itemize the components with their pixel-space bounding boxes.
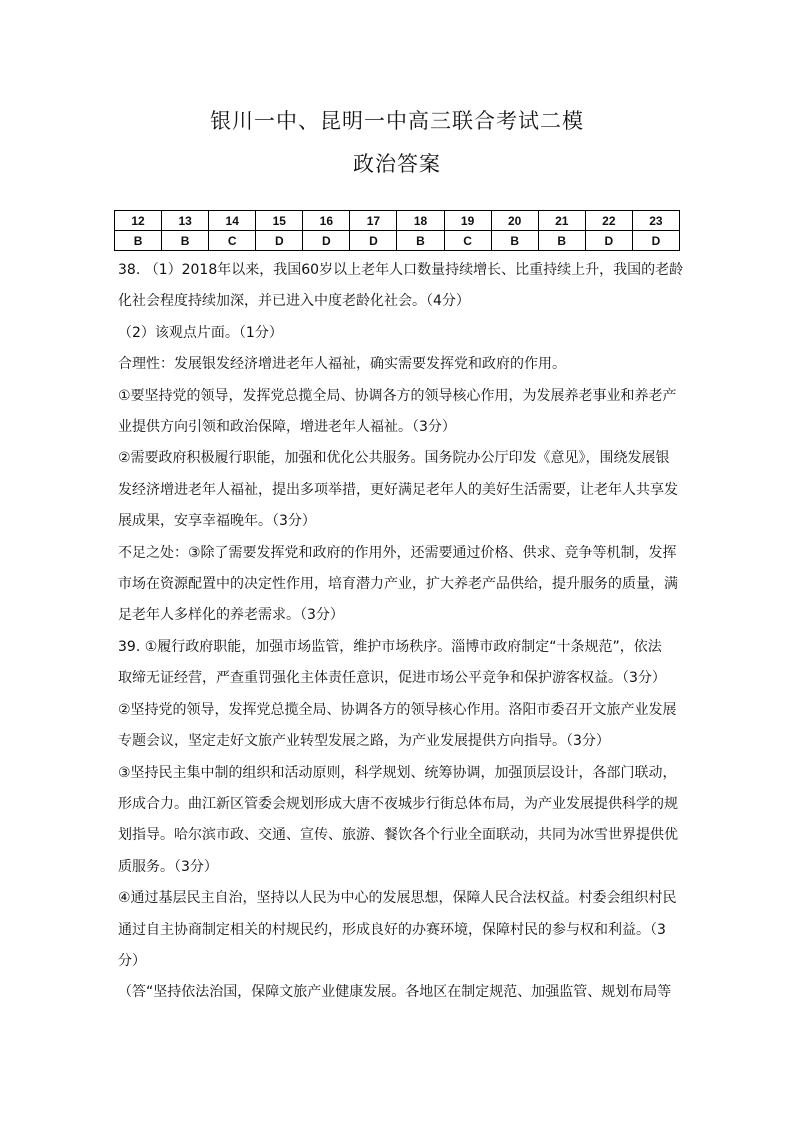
text-line: 质服务。（3分） [118, 858, 218, 875]
answer-table [114, 210, 680, 251]
text-line: （答“坚持依法治国，保障文旅产业健康发展。各地区在制定规范、加强监管、规划布局等 [118, 984, 672, 1001]
question-number-cell: 22 [585, 211, 632, 231]
text-line: 展成果，安享幸福晚年。（3分） [118, 513, 316, 530]
answer-letter-cell: C [444, 231, 491, 251]
text-line: 合理性：发展银发经济增进老年人福祉，确实需要发挥党和政府的作用。 [118, 356, 566, 373]
answer-letter-cell: D [350, 231, 397, 251]
question-number-cell: 19 [444, 211, 491, 231]
text-line: 化社会程度持续加深，并已进入中度老龄化社会。（4分） [118, 293, 470, 310]
question-number-cell: 12 [115, 211, 162, 231]
text-line: 形成合力。曲江新区管委会规划形成大唐不夜城步行街总体布局，为产业发展提供科学的规 [118, 795, 678, 812]
text-line: 不足之处：③除了需要发挥党和政府的作用外，还需要通过价格、供求、竞争等机制，发挥 [118, 544, 677, 561]
question-number-cell: 16 [303, 211, 350, 231]
text-line: 业提供方向引领和政治保障，增进老年人福祉。（3分） [118, 419, 456, 436]
text-line: 足老年人多样化的养老需求。（3分） [118, 607, 344, 624]
text-line: ④通过基层民主自治，坚持以人民为中心的发展思想，保障人民合法权益。村委会组织村民 [118, 890, 677, 907]
text-line: ③坚持民主集中制的组织和活动原则，科学规划、统筹协调，加强顶层设计，各部门联动， [118, 764, 677, 781]
question-number-cell: 23 [632, 211, 679, 231]
answer-letter-cell: B [397, 231, 444, 251]
question-number-cell: 14 [209, 211, 256, 231]
text-line: 分） [118, 952, 146, 969]
text-line: 取缔无证经营，严查重罚强化主体责任意识，促进市场公平竞争和保护游客权益。（3分） [118, 670, 666, 687]
question-number-cell: 20 [491, 211, 538, 231]
answer-letter-cell: D [303, 231, 350, 251]
text-line: （2）该观点片面。（1分） [118, 324, 283, 341]
text-line: ②需要政府积极履行职能，加强和优化公共服务。国务院办公厅印发《意见》，围绕发展银 [118, 450, 670, 467]
text-line: 通过自主协商制定相关的村规民约，形成良好的办赛环境，保障村民的参与权和利益。（3 [118, 921, 666, 938]
question-number-cell: 15 [256, 211, 303, 231]
document-title: 银川一中、昆明一中高三联合考试二模 [210, 109, 584, 133]
question-number-cell: 21 [538, 211, 585, 231]
question-number-cell: 17 [350, 211, 397, 231]
text-line: 38. （1）2018年以来，我国60岁以上老年人口数量持续增长、比重持续上升，我国的老龄 [118, 262, 684, 278]
text-line: 划指导。哈尔滨市政、交通、宣传、旅游、餐饮各个行业全面联动，共同为冰雪世界提供优 [118, 827, 678, 844]
question-number-row [115, 211, 680, 231]
answer-letter-cell: B [538, 231, 585, 251]
question-number-cell: 18 [397, 211, 444, 231]
answer-letter-cell: D [632, 231, 679, 251]
answer-letter-cell: D [585, 231, 632, 251]
document-subtitle: 政治答案 [353, 152, 441, 176]
answer-letter-cell: D [256, 231, 303, 251]
answer-letter-cell: B [491, 231, 538, 251]
text-line: 专题会议，坚定走好文旅产业转型发展之路，为产业发展提供方向指导。（3分） [118, 733, 610, 750]
text-line: ②坚持党的领导，发挥党总揽全局、协调各方的领导核心作用。洛阳市委召开文旅产业发展 [118, 701, 677, 718]
text-line: 发经济增进老年人福祉，提出多项举措，更好满足老年人的美好生活需要，让老年人共享发 [118, 481, 678, 498]
answer-explanations [118, 255, 688, 1009]
question-number-cell: 13 [162, 211, 209, 231]
answer-letter-cell: B [115, 231, 162, 251]
text-line: ①要坚持党的领导，发挥党总揽全局、协调各方的领导核心作用，为发展养老事业和养老产 [118, 387, 677, 404]
answer-letter-cell: C [209, 231, 256, 251]
text-line: 市场在资源配置中的决定性作用，培育潜力产业，扩大养老产品供给，提升服务的质量，满 [118, 576, 678, 593]
answer-letter-cell: B [162, 231, 209, 251]
answer-letter-row [115, 231, 680, 251]
text-line: 39. ①履行政府职能，加强市场监管，维护市场秩序。淄博市政府制定“十条规范”，依法 [118, 638, 662, 655]
